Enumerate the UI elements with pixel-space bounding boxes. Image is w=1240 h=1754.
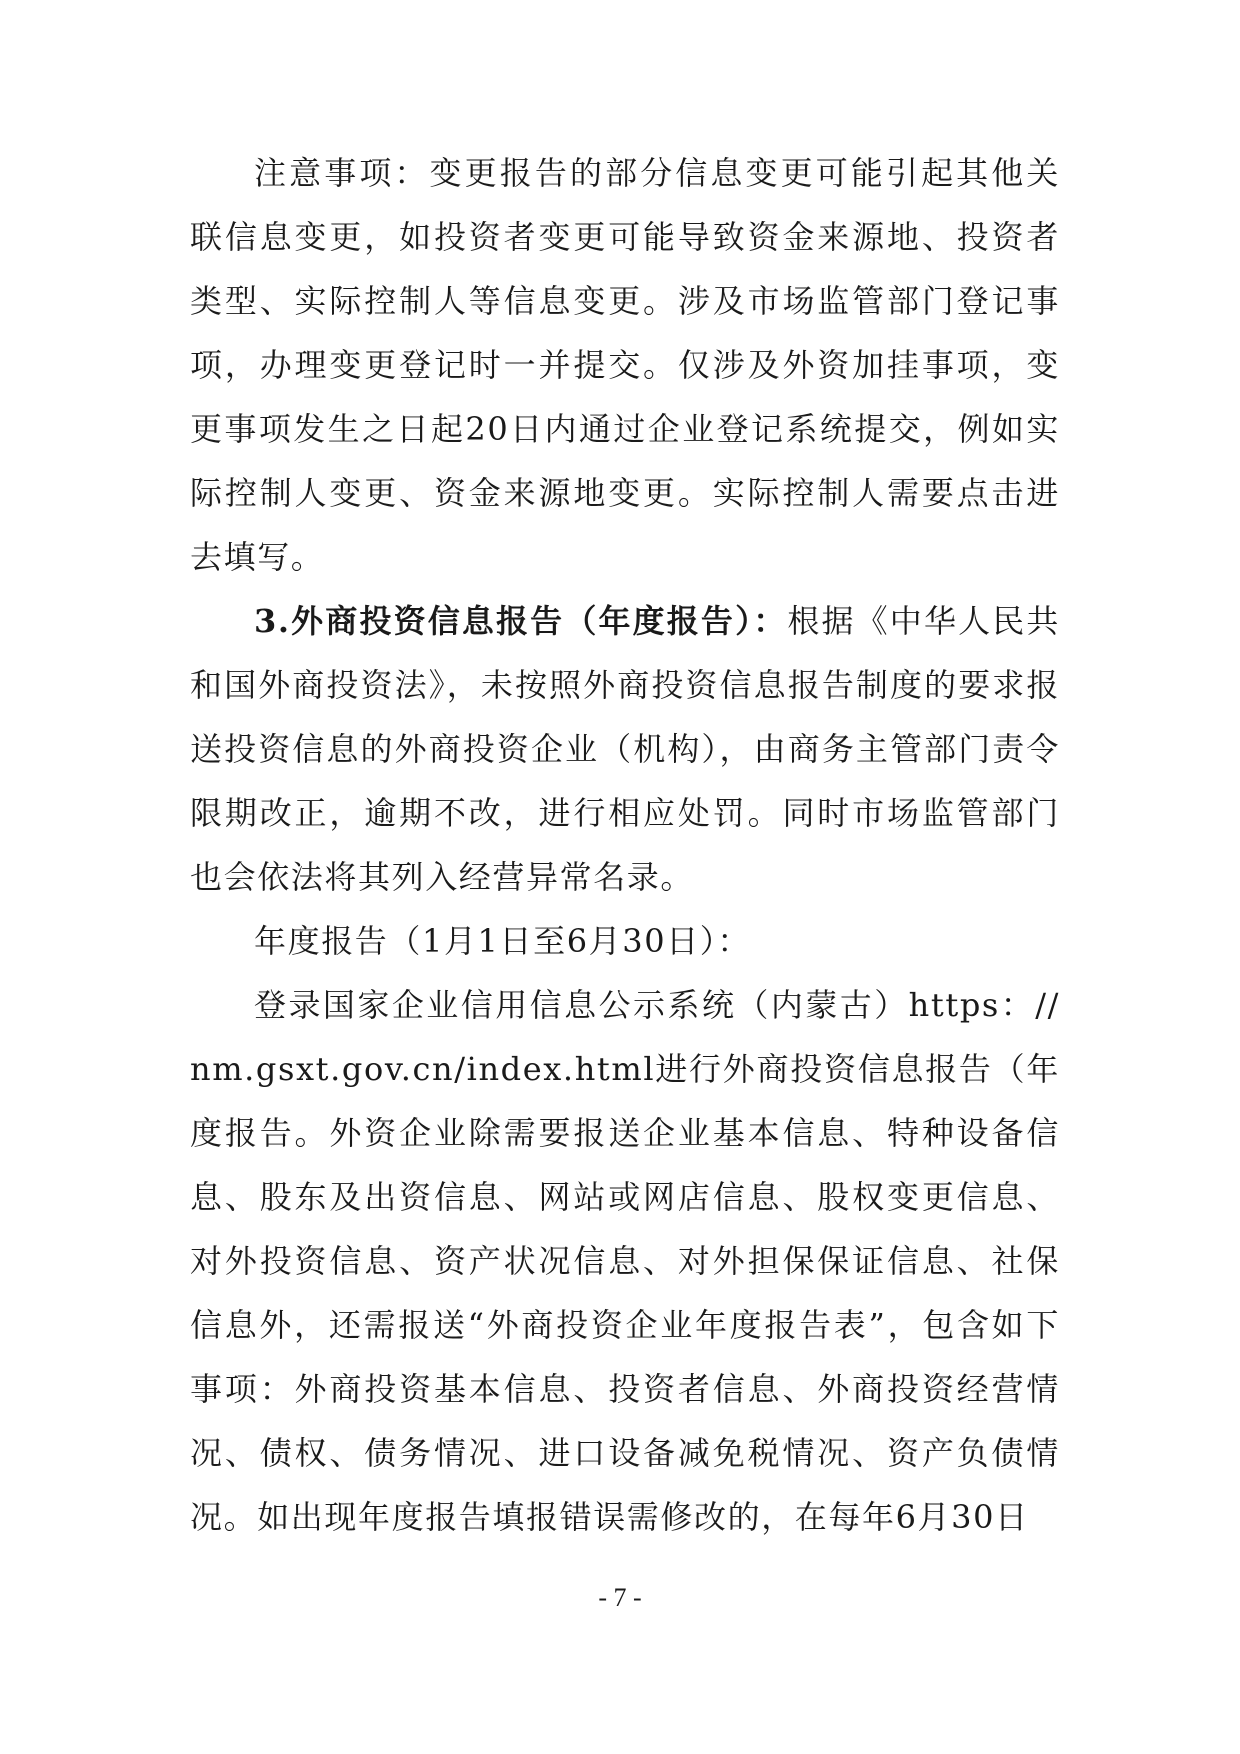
paragraph-annual-report-period xyxy=(190,909,1060,973)
paragraph-login-text: 登录国家企业信用信息公示系统（内蒙古）https：//nm.gsxt.gov.cn/index.html进行外商投资信息报告（年度报告。外资企业除需要报送企业基本信息、特种设备信息、股东及出资信息、网站或网店信息、股权变更信息、对外投资信息、资产状况信息、对外担保保证信息、社保信息外，还需报送“外商投资企业年度报告表”，包含如下事项：外商投资基本信息、投资者信息、外商投资经营情况、债权、债务情况、进口设备减免税情况、资产负债情况。如出现年度报告填报错误需修改的，在每年6月30日 xyxy=(190,986,1060,1536)
paragraph-login-instructions xyxy=(190,973,1060,1549)
page-number: - 7 - xyxy=(598,1583,642,1612)
paragraph-notes xyxy=(190,141,1060,589)
document-body xyxy=(190,141,1060,1549)
section-heading: 3.外商投资信息报告（年度报告）： xyxy=(254,602,788,640)
paragraph-period-text: 年度报告（1月1日至6月30日）： xyxy=(254,922,751,960)
paragraph-notes-text: 注意事项：变更报告的部分信息变更可能引起其他关联信息变更，如投资者变更可能导致资金来源地、投资者类型、实际控制人等信息变更。涉及市场监管部门登记事项，办理变更登记时一并提交。仅涉及外资加挂事项，变更事项发生之日起20日内通过企业登记系统提交，例如实际控制人变更、资金来源地变更。实际控制人需要点击进去填写。 xyxy=(190,154,1060,576)
paragraph-annual-report-text: 根据《中华人民共和国外商投资法》，未按照外商投资信息报告制度的要求报送投资信息的外商投资企业（机构），由商务主管部门责令限期改正，逾期不改，进行相应处罚。同时市场监管部门也会依法将其列入经营异常名录。 xyxy=(190,602,1060,896)
paragraph-annual-report-section xyxy=(190,589,1060,909)
